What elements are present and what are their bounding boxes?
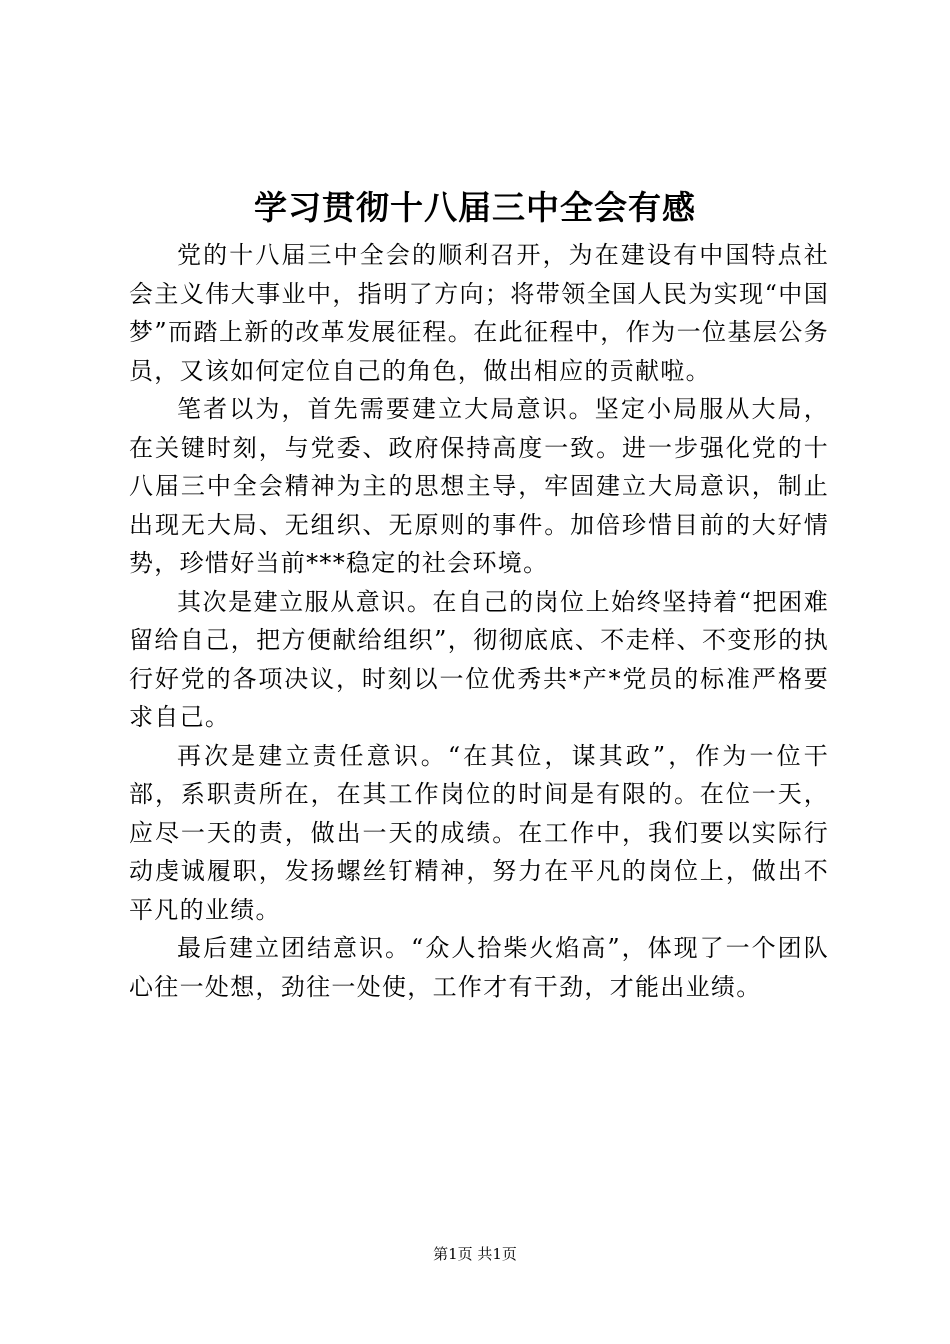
paragraph-5: 最后建立团结意识。“众人拾柴火焰高”，体现了一个团队心往一处想，劲往一处使，工作才有干劲，才能出业绩。 [129, 934, 829, 1001]
paragraph-3: 其次是建立服从意识。在自己的岗位上始终坚持着“把困难留给自己，把方便献给组织”，彻彻底底、不走样、不变形的执行好党的各项决议，时刻以一位优秀共*产*党员的标准严格要求自己。 [129, 587, 829, 731]
paragraph-1: 党的十八届三中全会的顺利召开，为在建设有中国特点社会主义伟大事业中，指明了方向；将带领全国人民为实现“中国梦”而踏上新的改革发展征程。在此征程中，作为一位基层公务员，又该如何定位自己的角色，做出相应的贡献啦。 [129, 241, 829, 385]
paragraph-2: 笔者以为，首先需要建立大局意识。坚定小局服从大局，在关键时刻，与党委、政府保持高度一致。进一步强化党的十八届三中全会精神为主的思想主导，牢固建立大局意识，制止出现无大局、无组织、无原则的事件。加倍珍惜目前的大好情势，珍惜好当前***稳定的社会环境。 [129, 395, 829, 577]
page-footer: 第1页 共1页 [433, 1245, 517, 1263]
document-body [129, 236, 829, 1006]
paragraph-4: 再次是建立责任意识。“在其位，谋其政”，作为一位干部，系职责所在，在其工作岗位的时间是有限的。在位一天，应尽一天的责，做出一天的成绩。在工作中，我们要以实际行动虔诚履职，发扬螺丝钉精神，努力在平凡的岗位上，做出不平凡的业绩。 [129, 741, 829, 924]
document-title: 学习贯彻十八届三中全会有感 [254, 188, 696, 227]
